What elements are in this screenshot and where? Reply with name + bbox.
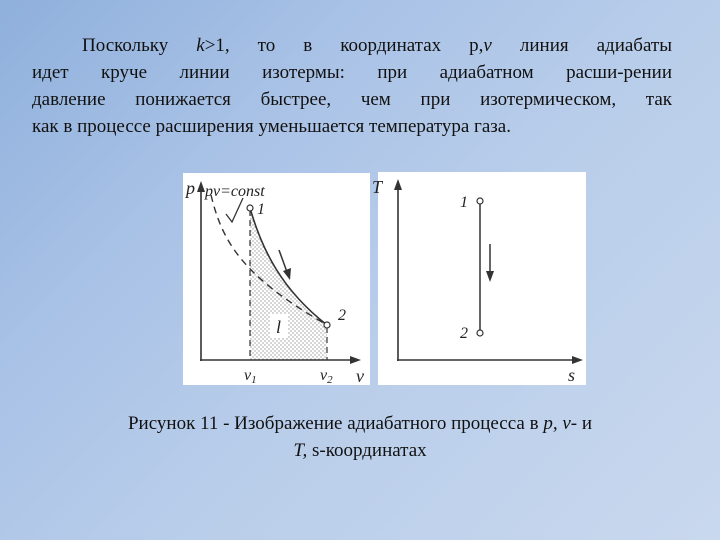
ts-axis-t-label: T	[372, 177, 383, 197]
isotherm-label: pv=const	[205, 183, 265, 200]
paragraph-line-3: давление понижается быстрее, чем при изотермическом, так	[32, 89, 672, 110]
ts-point-2	[477, 330, 483, 336]
ts-axis-s-label: s	[568, 365, 576, 385]
v1-label: v1	[244, 367, 257, 386]
figure-caption	[20, 410, 700, 464]
ts-point-2-label: 2	[460, 325, 468, 342]
ts-diagram	[372, 172, 586, 385]
pv-point-1-label: 1	[257, 201, 265, 218]
ts-point-1-label: 1	[460, 194, 468, 211]
pv-point-1	[247, 205, 253, 211]
paragraph-line-4: как в процессе расширения уменьшается температура газа.	[32, 116, 511, 137]
work-area-label: l	[276, 317, 282, 337]
ts-point-1	[477, 198, 483, 204]
pv-point-2	[324, 322, 330, 328]
caption-line-2: T, s-координатах	[293, 440, 427, 461]
paragraph-line-2: идет круче линии изотермы: при адиабатном расши-рении	[32, 62, 672, 83]
paragraph-line-1: Поскольку k>1, то в координатах p,v линия адиабаты	[82, 35, 672, 56]
v2-label: v2	[320, 367, 333, 386]
pv-point-2-label: 2	[338, 307, 346, 324]
pv-axis-p-label: p	[186, 178, 195, 198]
pv-diagram	[183, 173, 370, 386]
caption-line-1: Рисунок 11 - Изображение адиабатного процесса в p, v- и	[127, 413, 592, 434]
pv-axis-v-label: v	[356, 366, 364, 386]
